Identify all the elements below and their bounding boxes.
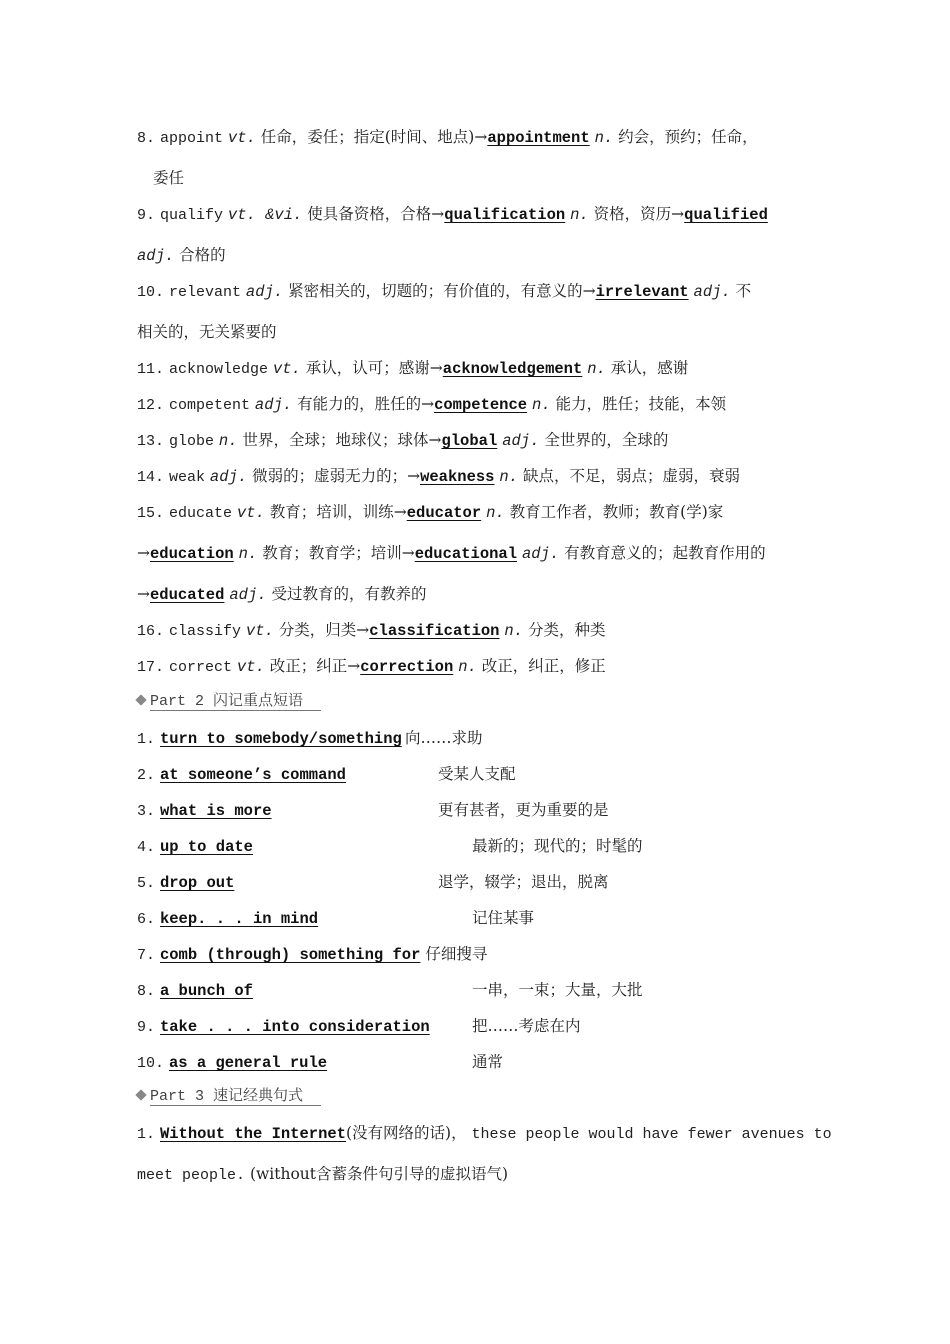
- vocab-item-8-cont: 委任: [153, 169, 185, 187]
- answer: global: [441, 432, 498, 450]
- section-heading-part2: Part 2 闪记重点短语: [137, 689, 321, 711]
- vocab-item-16: 16. classify vt. 分类，归类→classification n. 分类，种类: [137, 621, 606, 640]
- answer: what is more: [159, 802, 272, 820]
- answer: drop out: [159, 874, 235, 892]
- phrase-meaning-10: 通常: [472, 1053, 504, 1071]
- phrase-meaning-9: 把……考虑在内: [472, 1017, 581, 1035]
- answer: as a general rule: [168, 1054, 328, 1072]
- sentence-item-1-cont: meet people. (without含蓄条件句引导的虚拟语气): [137, 1165, 509, 1184]
- answer: classification: [369, 622, 500, 640]
- answer: at someone’s command: [159, 766, 346, 784]
- vocab-item-8: 8. appoint vt. 任命，委任；指定(时间、地点)→appointment n. 约会，预约；任命，: [137, 128, 758, 147]
- vocab-item-17: 17. correct vt. 改正；纠正→correction n. 改正，纠正，修正: [137, 657, 606, 676]
- vocab-item-10: 10. relevant adj. 紧密相关的，切题的；有价值的，有意义的→irrelevant adj. 不: [137, 282, 752, 301]
- phrase-item-5: 5. drop out: [137, 874, 235, 892]
- answer: irrelevant: [595, 283, 689, 301]
- phrase-meaning-8: 一串，一束；大量，大批: [472, 981, 643, 999]
- answer: acknowledgement: [442, 360, 583, 378]
- answer: Without the Internet: [159, 1125, 346, 1143]
- phrase-meaning-6: 记住某事: [472, 909, 535, 927]
- answer: educated: [150, 586, 225, 604]
- phrase-meaning-5: 退学，辍学；退出，脱离: [438, 873, 609, 891]
- answer: take . . . into consideration: [159, 1018, 430, 1036]
- vocab-item-9-cont: adj. 合格的: [137, 246, 226, 265]
- phrase-item-2: 2. at someone’s command: [137, 766, 346, 784]
- phrase-meaning-1: 向……求助: [405, 729, 483, 747]
- phrase-item-10: 10. as a general rule: [137, 1054, 328, 1072]
- vocab-item-11: 11. acknowledge vt. 承认，认可；感谢→acknowledgement n. 承认，感谢: [137, 359, 689, 378]
- answer: keep. . . in mind: [159, 910, 319, 928]
- section-heading-part3: Part 3 速记经典句式: [137, 1084, 321, 1106]
- vocab-item-15-line2: →education n. 教育；教育学；培训→educational adj. 有教育意义的；起教育作用的: [137, 544, 766, 563]
- vocab-item-15-line3: →educated adj. 受过教育的，有教养的: [137, 585, 427, 604]
- phrase-meaning-4: 最新的；现代的；时髦的: [472, 837, 643, 855]
- answer: competence: [434, 396, 528, 414]
- vocab-item-10-cont: 相关的，无关紧要的: [137, 323, 277, 341]
- answer: education: [150, 545, 234, 563]
- phrase-item-7: 7. comb (through) something for 仔细搜寻: [137, 945, 488, 964]
- answer: correction: [360, 658, 454, 676]
- phrase-item-6: 6. keep. . . in mind: [137, 910, 319, 928]
- phrase-item-4: 4. up to date: [137, 838, 253, 856]
- phrase-item-8: 8. a bunch of: [137, 982, 253, 1000]
- vocab-item-13: 13. globe n. 世界，全球；地球仪；球体→global adj. 全世界的，全球的: [137, 431, 669, 450]
- vocab-item-12: 12. competent adj. 有能力的，胜任的→competence n. 能力，胜任；技能，本领: [137, 395, 727, 414]
- answer: qualified: [684, 206, 768, 224]
- answer: a bunch of: [159, 982, 253, 1000]
- vocab-item-14: 14. weak adj. 微弱的；虚弱无力的；→weakness n. 缺点，不足，弱点；虚弱，衰弱: [137, 467, 740, 486]
- answer: educational: [414, 545, 518, 563]
- sentence-item-1: 1. Without the Internet(没有网络的话)， these people would have fewer avenues to: [137, 1124, 832, 1143]
- answer: weakness: [420, 468, 495, 486]
- diamond-bullet-icon: [135, 1089, 146, 1100]
- phrase-meaning-3: 更有甚者，更为重要的是: [438, 801, 609, 819]
- answer: up to date: [159, 838, 253, 856]
- answer: appointment: [487, 129, 590, 147]
- phrase-item-1: 1. turn to somebody/something: [137, 730, 402, 748]
- answer: turn to somebody/something: [159, 730, 402, 748]
- answer: educator: [406, 504, 482, 522]
- diamond-bullet-icon: [135, 694, 146, 705]
- vocab-item-15: 15. educate vt. 教育；培训，训练→educator n. 教育工作者，教师；教育(学)家: [137, 503, 724, 522]
- answer: comb (through) something for: [159, 946, 421, 964]
- phrase-item-3: 3. what is more: [137, 802, 272, 820]
- phrase-meaning-2: 受某人支配: [438, 765, 516, 783]
- phrase-item-9: 9. take . . . into consideration: [137, 1018, 430, 1036]
- phrase-meaning-7: 仔细搜寻: [425, 945, 488, 963]
- answer: qualification: [444, 206, 566, 224]
- vocab-item-9: 9. qualify vt. &vi. 使具备资格，合格→qualification n. 资格，资历→qualified: [137, 205, 768, 224]
